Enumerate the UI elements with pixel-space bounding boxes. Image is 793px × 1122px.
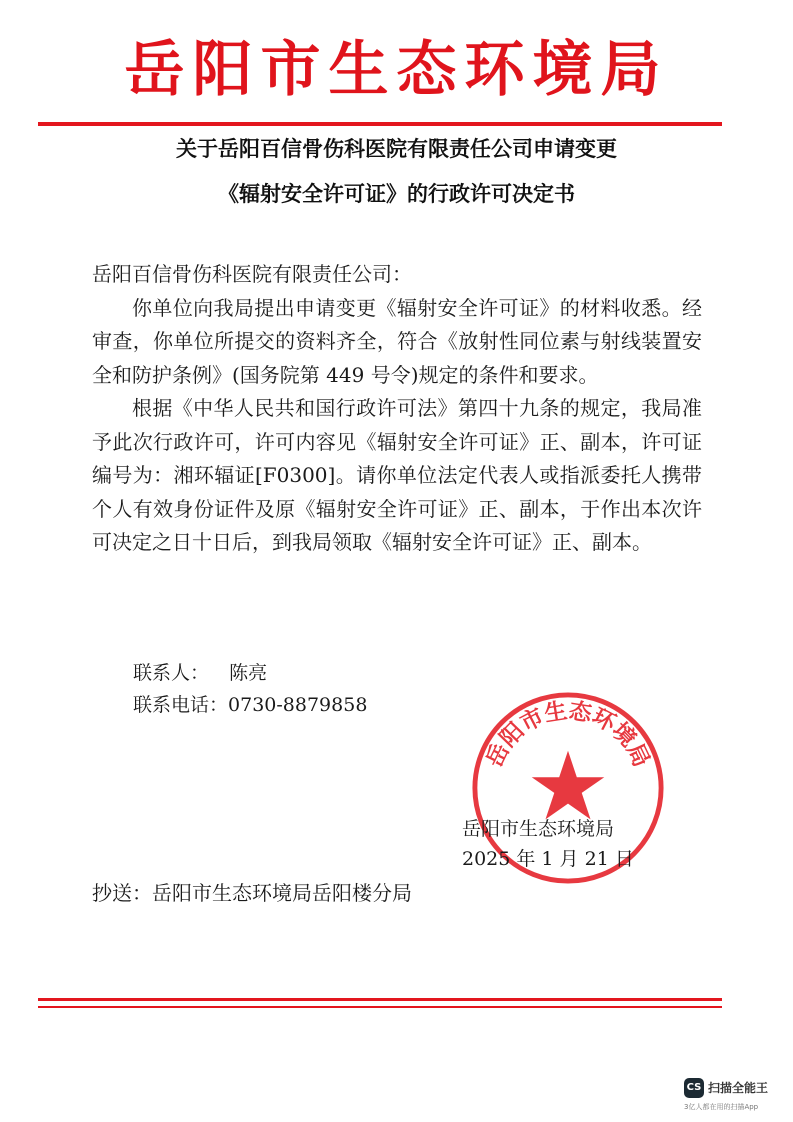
scanner-watermark [684, 1076, 784, 1116]
seal-star-icon [532, 751, 605, 820]
body-paragraph-1: 你单位向我局提出申请变更《辐射安全许可证》的材料收悉。经审查，你单位所提交的资料齐全，符合《放射性同位素与射线装置安全和防护条例》(国务院第 449 号令)规定的条件和要求。 [92, 295, 702, 387]
addressee: 岳阳百信骨伤科医院有限责任公司： [92, 262, 412, 286]
seal-text: 岳阳市生态环境局 [481, 697, 655, 772]
footer-red-rule-bottom [38, 1006, 722, 1008]
contact-person-name: 陈亮 [229, 662, 268, 684]
scanner-logo-icon: CS [684, 1078, 704, 1098]
footer-red-rule-top [38, 998, 722, 1001]
body-paragraph-2: 根据《中华人民共和国行政许可法》第四十九条的规定，我局准予此次行政许可，许可内容见《辐射安全许可证》正、副本，许可证编号为：湘环辐证[F0300]。请你单位法定代表人或指派委托人携带个人有效身份证件及原《辐射安全许可证》正、副本，于作出本次许可决定之日十日后，到我局领取《辐射安全许可证》正、副本。 [92, 396, 702, 554]
scanner-app-name: 扫描全能王 [708, 1081, 769, 1095]
document-title-line-1: 关于岳阳百信骨伤科医院有限责任公司申请变更 [176, 137, 617, 161]
contact-person [133, 658, 267, 685]
cc-line: 抄送：岳阳市生态环境局岳阳楼分局 [92, 881, 412, 905]
contact-phone [133, 690, 367, 717]
signing-date: 2025 年 1 月 21 日 [462, 848, 634, 870]
header-red-rule [38, 122, 722, 126]
document-body [92, 258, 702, 560]
contact-phone-label: 联系电话： [133, 694, 229, 716]
contact-person-label: 联系人： [133, 662, 210, 684]
agency-masthead: 岳阳市生态环境局 [124, 35, 669, 105]
signing-organization: 岳阳市生态环境局 [462, 818, 615, 840]
contact-phone-value: 0730-8879858 [228, 694, 368, 716]
document-title-line-2: 《辐射安全许可证》的行政许可决定书 [218, 182, 575, 206]
scanner-tagline: 3亿人都在用的扫描App [684, 1103, 759, 1111]
